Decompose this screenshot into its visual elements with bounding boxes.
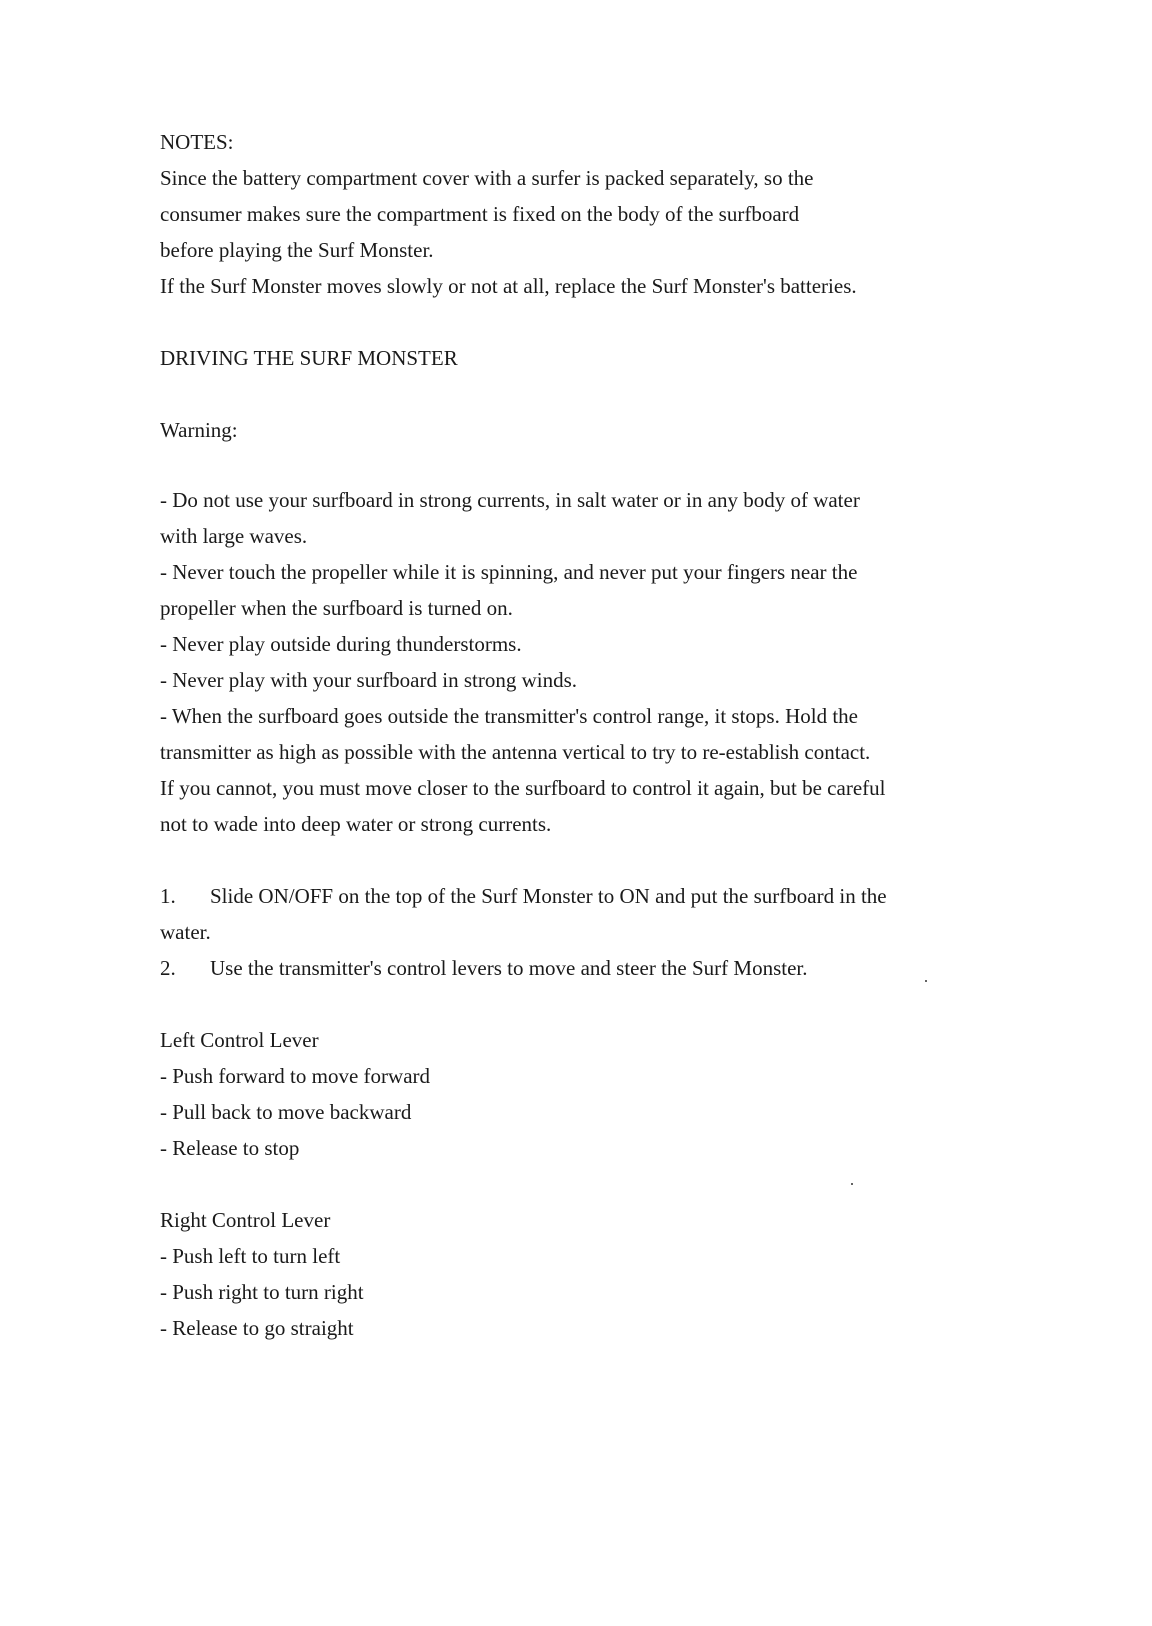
left-lever-item: - Release to stop	[160, 1136, 300, 1160]
driving-heading: DRIVING THE SURF MONSTER	[160, 346, 458, 370]
step-text: Slide ON/OFF on the top of the Surf Monster to ON and put the surfboard in the	[210, 884, 887, 908]
warning-line: - Never play outside during thunderstorms.	[160, 632, 522, 656]
warning-line: not to wade into deep water or strong currents.	[160, 812, 552, 836]
right-lever-heading: Right Control Lever	[160, 1208, 331, 1232]
notes-line: before playing the Surf Monster.	[160, 238, 434, 262]
step-item	[160, 958, 807, 979]
warning-heading: Warning:	[160, 418, 238, 442]
warning-line: If you cannot, you must move closer to the surfboard to control it again, but be careful	[160, 776, 886, 800]
warning-line: - Do not use your surfboard in strong currents, in salt water or in any body of water	[160, 488, 860, 512]
notes-heading: NOTES:	[160, 130, 234, 154]
warning-line: transmitter as high as possible with the antenna vertical to try to re-establish contact.	[160, 740, 871, 764]
right-lever-item: - Release to go straight	[160, 1316, 354, 1340]
warning-line: - Never play with your surfboard in strong winds.	[160, 668, 578, 692]
scan-speck	[925, 980, 927, 982]
left-lever-item: - Pull back to move backward	[160, 1100, 412, 1124]
warning-line: - When the surfboard goes outside the transmitter's control range, it stops. Hold the	[160, 704, 858, 728]
step-item	[160, 886, 887, 907]
left-lever-item: - Push forward to move forward	[160, 1064, 431, 1088]
notes-line: consumer makes sure the compartment is fixed on the body of the surfboard	[160, 202, 800, 226]
step-text: Use the transmitter's control levers to move and steer the Surf Monster.	[210, 956, 808, 980]
left-lever-heading: Left Control Lever	[160, 1028, 319, 1052]
warning-line: propeller when the surfboard is turned on.	[160, 596, 513, 620]
step-number: 2.	[160, 956, 176, 980]
notes-line: Since the battery compartment cover with a surfer is packed separately, so the	[160, 166, 814, 190]
right-lever-item: - Push left to turn left	[160, 1244, 341, 1268]
notes-line: If the Surf Monster moves slowly or not at all, replace the Surf Monster's batteries.	[160, 274, 857, 298]
step-continuation: water.	[160, 920, 211, 944]
scan-speck	[851, 1183, 853, 1185]
warning-line: with large waves.	[160, 524, 308, 548]
step-number: 1.	[160, 884, 176, 908]
warning-line: - Never touch the propeller while it is spinning, and never put your fingers near the	[160, 560, 858, 584]
right-lever-item: - Push right to turn right	[160, 1280, 364, 1304]
